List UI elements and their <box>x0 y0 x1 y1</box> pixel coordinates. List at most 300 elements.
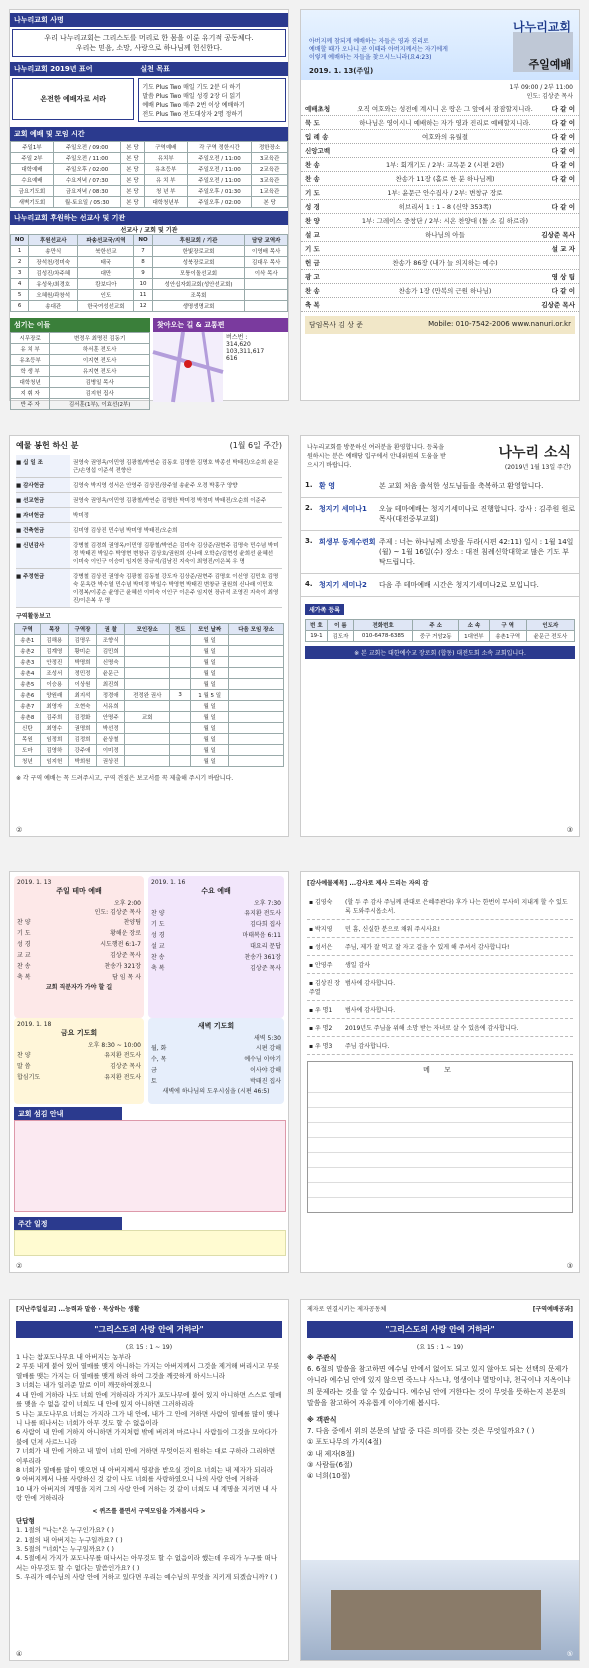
thanks-name: ▪ 안영주 <box>309 962 333 969</box>
workbook-title: "그리스도의 사랑 안에 거하라" <box>307 1321 573 1338</box>
table-row <box>11 257 288 268</box>
thanks-item <box>307 893 573 920</box>
schedule-cell: 주일오전 / 11:00 <box>187 175 252 186</box>
quiz-question: 2. 1절의 내 아버지는 누구일까요? ( ) <box>16 1535 123 1544</box>
sermon-header: [지난주일설교] ...능력과 말씀 · 묵상하는 생활 <box>16 1306 140 1313</box>
offering-row <box>16 523 282 538</box>
order-row <box>301 284 579 298</box>
option: ② 내 제자(8절) <box>307 1449 355 1458</box>
report-cell <box>229 690 284 701</box>
service-role: 합심기도 <box>17 1074 41 1081</box>
schedule-cell: 구역예배 <box>144 142 187 153</box>
news-item <box>301 498 579 531</box>
order-person: 영 상 팀 <box>551 273 575 281</box>
report-cell: 송촌5 <box>15 679 41 690</box>
service-role: 축 복 <box>17 974 31 981</box>
mission-cell: 12 <box>134 301 152 312</box>
order-item: 찬 송 <box>305 287 320 295</box>
service-role: 축 복 <box>151 965 165 972</box>
offering-category: ■ 건축헌금 <box>16 523 70 537</box>
pastor-contact: Mobile: 010-7542-2006 www.nanuri.or.kr <box>428 320 571 328</box>
staff-table <box>10 332 150 410</box>
church-logo: 나누리교회 <box>513 20 571 34</box>
order-row <box>301 270 579 284</box>
service-row <box>17 949 141 960</box>
staff-cell: 학 생 부 <box>11 366 50 377</box>
bulletin-page-3-left <box>10 872 288 1272</box>
report-cell <box>229 723 284 734</box>
schedule-cell: 각 구역 정한시간 <box>187 142 252 153</box>
report-cell <box>229 657 284 668</box>
report-cell <box>229 679 284 690</box>
schedule-cell: 주일1부 <box>11 142 54 153</box>
verse-line: 3 너희는 내가 일러준 말로 이미 깨끗하여졌으니 <box>16 1381 152 1390</box>
report-cell: 박희원 <box>68 756 96 767</box>
mission-header: 나누리교회 후원하는 선교사 및 기관 <box>10 211 288 225</box>
service-role: 말 씀 <box>17 1063 31 1070</box>
bus-line: 616 <box>226 355 238 362</box>
order-person: 다 같 이 <box>551 161 575 169</box>
weekly-schedule <box>14 1230 286 1256</box>
practice-item: 전도 Plus Two 전도대상자 2명 정하기 <box>142 111 243 118</box>
report-cell: 김정희 <box>68 734 96 745</box>
verse-line: 2 무릇 내게 붙어 있어 열매를 맺지 아니하는 가지는 아버지께서 그것을 제거해 버리시고 무릇 열매를 맺는 가지는 더 열매를 맺게 하려 하여 그것을 깨끗하게 하시느니라 <box>16 1362 280 1380</box>
report-cell: 송촌2 <box>15 646 41 657</box>
order-person: 다 같 이 <box>551 287 575 295</box>
option: ③ 사람들(6절) <box>307 1460 353 1469</box>
table-row <box>15 635 284 646</box>
service-person: 마태복음 6:11 <box>242 932 281 939</box>
mission-cell: 한국여성선교회 <box>78 301 134 312</box>
order-row <box>301 242 579 256</box>
report-cell: 김명우 <box>68 635 96 646</box>
page-number: ④ <box>16 1650 23 1658</box>
service-leader: 인도: 김상준 목사 <box>526 93 573 100</box>
order-person: 다 같 이 <box>551 105 575 113</box>
order-row <box>301 130 579 144</box>
page-number: ③ <box>566 1262 573 1270</box>
bulletin-page-4-left <box>10 1300 288 1660</box>
service-row <box>17 1060 141 1071</box>
schedule-cell: 3교육관 <box>252 153 288 164</box>
report-cell: 송촌3 <box>15 657 41 668</box>
order-person: 김상준 목사 <box>541 301 575 309</box>
report-cell: 김정화 <box>68 712 96 723</box>
practice-item: 말씀 Plus Two 매일 성경 2장 더 읽기 <box>142 93 241 100</box>
report-cell: 권명희 <box>68 723 96 734</box>
thanks-text: 범사에 감사합니다. <box>345 980 396 987</box>
section-subjective: ※ 주관식 <box>307 1354 337 1362</box>
new-family-cell: 010-6478-6385 <box>354 631 413 642</box>
verse-line: 6 사람이 내 안에 거하지 아니하면 가지처럼 밖에 버려져 마르나니 사람들이 그것을 모아다가 불에 던져 사르느니라 <box>16 1428 278 1446</box>
service-role: 수, 목 <box>151 1056 167 1063</box>
schedule-cell: 금요저녁 / 08:30 <box>53 186 120 197</box>
service-role: 기 도 <box>17 930 31 937</box>
verse-line: 4 내 안에 거하라 나도 너희 안에 거하리라 가지가 포도나무에 붙어 있지 아니하면 스스로 열매를 맺을 수 없음 같이 너희도 내 안에 있지 아니하면 그러하리라 <box>16 1390 282 1409</box>
schedule-cell: 청 년 부 <box>144 186 187 197</box>
schedule-header: 교회 예배 및 모임 시간 <box>10 127 288 141</box>
vision-box <box>12 29 286 57</box>
mission-cell: 대만 <box>78 268 134 279</box>
service-row <box>17 960 141 971</box>
staff-section <box>10 315 288 410</box>
table-row <box>15 712 284 723</box>
order-person: 다 같 이 <box>551 133 575 141</box>
report-cell <box>229 635 284 646</box>
order-item: 찬 송 <box>305 161 320 169</box>
report-cell: 이승용 <box>40 679 68 690</box>
bulletin-page-1-right <box>301 10 579 400</box>
memo-box <box>307 1061 573 1213</box>
table-row <box>11 279 288 290</box>
offering-names: 김영숙 박지영 성서은 안영주 김상진/장주열 송윤주 오경 박홍구 양향 <box>73 483 238 489</box>
service-role: 설 교 <box>151 943 165 950</box>
schedule-cell: 대학예배 <box>11 164 54 175</box>
report-cell: 도마 <box>15 745 41 756</box>
table-row <box>306 631 575 642</box>
vision-text-1: 우리 나누리교회는 그리스도를 머리로 한 몸을 이룬 유기적 공동체다. <box>44 34 254 42</box>
map-header: 찾아오는 길 & 교통편 <box>153 318 288 332</box>
staff-cell: 유 치 부 <box>11 344 50 355</box>
thanks-name: ▪ 우 명3 <box>309 1043 333 1050</box>
schedule-cell: 새벽기도회 <box>11 197 54 208</box>
table-row <box>15 657 284 668</box>
sermon-title: "그리스도의 사랑 안에 거하라" <box>16 1321 282 1338</box>
mission-cell: 인도 <box>78 290 134 301</box>
report-cell <box>125 646 170 657</box>
new-family-cell: 19-1 <box>306 631 328 642</box>
bulletin-page-3-right <box>301 872 579 1272</box>
table-row <box>11 246 288 257</box>
news-detail: 본 교회 처음 출석한 성도님들을 축복하고 환영합니다. <box>379 482 544 490</box>
news-number: 4. <box>305 580 313 588</box>
schedule-cell: 본 당 <box>121 153 145 164</box>
report-cell <box>125 679 170 690</box>
section-objective: ※ 객관식 <box>307 1415 337 1424</box>
order-detail: 찬송가 11장 (홀로 한 분 하나님께) <box>395 175 495 183</box>
report-cell: 신명숙 <box>97 657 125 668</box>
offering-category: ■ 감사헌금 <box>16 478 70 492</box>
practice-header: 실천 목표 <box>136 62 288 76</box>
weekly-header: 주간 일정 <box>14 1217 122 1231</box>
mission-cell: 한빛장로교회 <box>152 246 245 257</box>
service-person: 찬송가 321장 <box>104 963 141 970</box>
table-row <box>11 175 288 186</box>
news-number: 2. <box>305 504 313 512</box>
bulletin-page-4-right <box>301 1300 579 1660</box>
table-header: 주 소 <box>413 620 459 631</box>
report-cell: 김주희 <box>40 712 68 723</box>
report-cell: 임정희 <box>40 734 68 745</box>
news-topic: 희생부 동계수련회 <box>319 538 376 546</box>
service-person: 유지환 전도사 <box>104 1052 141 1059</box>
report-cell: 3 <box>170 690 191 701</box>
order-row <box>301 102 579 116</box>
service-row <box>151 1064 281 1075</box>
service-row <box>151 918 281 929</box>
order-item: 광 고 <box>305 273 320 281</box>
table-row <box>11 290 288 301</box>
report-cell: 김계영 <box>40 646 68 657</box>
sermon-verses <box>10 1351 288 1506</box>
report-cell <box>125 723 170 734</box>
mission-cell <box>245 301 288 312</box>
report-cell <box>229 745 284 756</box>
service-times: 1부 09:00 / 2부 11:00 <box>509 84 573 91</box>
news-detail: 다음 주 테마예배 시간은 청지기세미나2로 모입니다. <box>379 581 539 589</box>
report-cell: 송촌6 <box>15 690 41 701</box>
table-header: 모인 날짜 <box>191 624 229 635</box>
thanks-item <box>307 1037 573 1055</box>
schedule-cell: 주일오후 / 02:00 <box>53 164 120 175</box>
page-number: ③ <box>566 826 573 834</box>
table-row <box>11 377 150 388</box>
mission-cell: 4 <box>11 279 29 290</box>
offering-category: ■ 선교헌금 <box>16 493 70 507</box>
report-cell: 임지헌 <box>40 756 68 767</box>
order-item: 기 도 <box>305 245 320 253</box>
mission-cell: 생명생명교회 <box>152 301 245 312</box>
order-person: 다 같 이 <box>551 147 575 155</box>
thanks-name: ▪ 김영숙 <box>309 899 333 906</box>
offering-list <box>10 455 288 608</box>
report-cell: 송촌7 <box>15 701 41 712</box>
dawn-card: 새벽 기도회 새벽 5:30 월, 화 시편 강해 수, 목 예수님 이야기 금 이사야 강해 토 박태진 집사 새벽에 하나님의 도우시심을 (시편 46:5) <box>148 1018 284 1104</box>
offering-row <box>16 478 282 493</box>
report-cell: 최지석 <box>68 690 96 701</box>
report-cell <box>229 646 284 657</box>
workbook-header-right: [구역예배공과] <box>532 1306 573 1313</box>
table-header: 번 호 <box>306 620 328 631</box>
order-row <box>301 256 579 270</box>
table-row <box>15 690 284 701</box>
table-header: 이 름 <box>327 620 353 631</box>
report-cell: 월 일 <box>191 756 229 767</box>
service-row <box>151 940 281 951</box>
staff-cell: 대학청년 <box>11 377 50 388</box>
pastor-bar <box>305 316 575 334</box>
report-cell: 윤상철 <box>97 734 125 745</box>
order-row <box>301 228 579 242</box>
report-cell: 월 일 <box>191 701 229 712</box>
schedule-cell: 주일 2부 <box>11 153 54 164</box>
mission-cell: 태국 <box>78 257 134 268</box>
table-row <box>11 164 288 175</box>
table-row <box>15 756 284 767</box>
order-detail: 찬송가 86장 (내가 늘 의지하는 예수) <box>392 259 498 267</box>
order-item: 찬 양 <box>305 217 320 225</box>
mission-cell: 유성욱/최경호 <box>29 279 78 290</box>
schedule-cell: 본 당 <box>121 142 145 153</box>
service-row <box>17 938 141 949</box>
thanks-item <box>307 920 573 938</box>
mission-table <box>10 234 288 312</box>
order-item: 신앙고백 <box>305 147 331 155</box>
service-person: 담 임 목 사 <box>112 974 141 981</box>
mission-cell: 이삭 목사 <box>245 268 288 279</box>
report-cell: 신탄 <box>15 723 41 734</box>
service-person: 시도행전 6:1-7 <box>100 941 141 948</box>
table-header: 후원선교사 <box>29 235 78 246</box>
duty-header: 교회 섬김 안내 <box>14 1107 122 1121</box>
service-role: 찬 양 <box>17 919 31 926</box>
report-cell <box>229 734 284 745</box>
schedule-cell: 본 당 <box>121 197 145 208</box>
report-cell: 조성서 <box>40 668 68 679</box>
staff-cell: 유초등부 <box>11 355 50 366</box>
order-row <box>301 200 579 214</box>
order-item: 축 복 <box>305 301 320 309</box>
mission-cell: 성안십자회교회(성안선교회) <box>152 279 245 290</box>
bulletin-page-2-left <box>10 436 288 836</box>
report-cell: 송촌1 <box>15 635 41 646</box>
offering-names: 권영숙 권영옥/이민영 김광철/박연순 김명한 박미정 박정미 박태진/오순희 이준주 <box>73 498 267 504</box>
service-row <box>151 951 281 962</box>
news-item <box>301 574 579 597</box>
report-cell: 서유희 <box>97 701 125 712</box>
order-detail: 여호와의 유월절 <box>421 133 469 141</box>
new-family-cell: 중구 거암2동 <box>413 631 459 642</box>
report-cell <box>170 679 191 690</box>
service-person: 김다희 집사 <box>250 921 281 928</box>
table-row <box>11 355 150 366</box>
table-header: NO <box>134 235 152 246</box>
mission-cell: 장석천/정미숙 <box>29 257 78 268</box>
question-6: 6. 6절의 말씀을 참고하면 예수님 안에서 없어도 되고 있지 않아도 되는 선택의 문제가 아니라 예수님 안에 있지 않으면 죽느냐 사느냐, 영생이냐 멸망이냐, 천국이냐 지옥이냐의 문제라는 것을 알 수 있습니다. 예수님 안에 거한다는 것이 무엇을 뜻하는지 본문의 말씀을 참고하여 자유롭게 이야기해 봅시다. <box>307 1365 571 1407</box>
table-header: 전화번호 <box>354 620 413 631</box>
report-cell: 최진희 <box>97 679 125 690</box>
mission-cell: 3 <box>11 268 29 279</box>
table-header: 구 역 <box>489 620 526 631</box>
report-cell <box>170 646 191 657</box>
table-header: 구역장 <box>68 624 96 635</box>
mission-cell: 북한선교 <box>78 246 134 257</box>
report-cell: 최영자 <box>40 701 68 712</box>
schedule-cell: 주일오전 / 11:00 <box>187 164 252 175</box>
staff-cell: 지 휘 자 <box>11 388 50 399</box>
thanks-list <box>301 893 579 1055</box>
table-row <box>15 646 284 657</box>
staff-cell: 김서훈(1부), 이효선(2부) <box>50 399 150 410</box>
duty-table <box>14 1120 286 1212</box>
mission-cell: 캄보디아 <box>78 279 134 290</box>
report-cell: 전정완 권사 <box>125 690 170 701</box>
order-row <box>301 186 579 200</box>
order-detail: 하나님은 영이시니 예배하는 자가 영과 진리로 예배할지니라. <box>359 119 531 127</box>
mission-cell: 성북장로교회 <box>152 257 245 268</box>
report-cell <box>170 734 191 745</box>
verse-line: 7 너희가 내 안에 거하고 내 말이 너희 안에 거하면 무엇이든지 원하는 대로 구하라 그리하면 이루리라 <box>16 1447 276 1465</box>
table-row <box>11 344 150 355</box>
table-header: 소 속 <box>459 620 490 631</box>
offering-names: 권영숙 권영옥/이민영 김광철/박연순 김동호 김명한 김명호 박종선 박태진/오순희 윤문근/손영섭 이준석 전향산 <box>73 460 279 474</box>
thanks-item <box>307 974 573 1001</box>
mission-cell: 1 <box>11 246 29 257</box>
table-header: 모인장소 <box>125 624 170 635</box>
table-header: 후원교회 / 기관 <box>152 235 245 246</box>
news-topic: 청지기 세미나2 <box>319 581 367 589</box>
order-detail: 1부: 회개기도 / 2부: 교독문 2 (시편 2편) <box>386 161 504 169</box>
offering-row <box>16 455 282 478</box>
mission-cell: 오혜원/곽창석 <box>29 290 78 301</box>
verse-line: 1 나는 참포도나무요 내 아버지는 농부라 <box>16 1353 131 1361</box>
wednesday-title: 수요 예배 <box>201 887 231 895</box>
report-cell: 월 일 <box>191 723 229 734</box>
report-cell <box>170 657 191 668</box>
service-person: 황해운 장로 <box>110 930 141 937</box>
offering-names: 김미영 김상진 민수념 박미영 박태진/오순희 <box>73 528 178 534</box>
friday-card: 2019. 1. 18 금요 기도회 오후 8:30 ~ 10:00 찬 양 유지환 전도사 말 씀 김상준 목사 합심기도 유지환 전도사 <box>14 1018 144 1104</box>
workbook-ref: (요 15 : 1 ~ 19) <box>416 1344 464 1351</box>
table-row <box>11 197 288 208</box>
order-row <box>301 158 579 172</box>
new-family-cell: 윤문근 전도사 <box>526 631 574 642</box>
staff-cell: 이지현 전도사 <box>50 355 150 366</box>
news-list <box>301 475 579 597</box>
practice-list <box>138 78 286 122</box>
theme-text: 온전한 예배자로 서라 <box>12 78 134 120</box>
table-row <box>11 388 150 399</box>
report-cell: 강주애 <box>68 745 96 756</box>
page-number: ② <box>16 826 23 834</box>
schedule-cell: 3교육관 <box>252 175 288 186</box>
report-title: 구역활동보고 <box>16 613 51 620</box>
thanks-item <box>307 956 573 974</box>
quiz-question: 1. 1절의 "나는"은 누구인가요? ( ) <box>16 1526 114 1535</box>
page-number: ② <box>16 1262 23 1270</box>
schedule-cell: 주일오전 / 11:00 <box>187 153 252 164</box>
church-photo <box>301 1560 579 1660</box>
bus-line: 314,620 <box>226 341 251 348</box>
table-row <box>15 701 284 712</box>
report-cell: 이상원 <box>68 679 96 690</box>
schedule-cell: 2교육관 <box>252 164 288 175</box>
order-detail: 1부: 그레이스 중창단 / 2부: 시온 찬양대 (돌 소 길 하르라) <box>361 217 529 225</box>
new-family-title: 새가족 등록 <box>305 604 344 615</box>
staff-cell: 하서훈 전도사 <box>50 344 150 355</box>
schedule-cell: 유초등부 <box>144 164 187 175</box>
sunday-sermon: 교회 직분자가 가야 할 길 <box>45 984 113 991</box>
offering-date: (1월 6일 주간) <box>229 441 282 450</box>
new-family-cell: 김도자 <box>327 631 353 642</box>
table-row <box>15 723 284 734</box>
thanks-item <box>307 1019 573 1037</box>
offering-names: 강병철 김상진 권영숙 김광철 김동철 강도자 김상준/권현주 김명호 이신영 김민호 김명숙 문옥란 박수열 민수념 박미정 박일수 박영현 박태진 변창규 권원희 신나래 이민호 이정복/이종순 윤영근 윤혜선 이미숙 이인구 이은주 임지헌 장규석 조영진 지숙이 최영진/이은복 우 명 <box>73 574 279 604</box>
order-row <box>301 144 579 158</box>
new-family-cell: 송촌1구역 <box>489 631 526 642</box>
order-item: 찬 송 <box>305 175 320 183</box>
staff-cell: 반 주 자 <box>11 399 50 410</box>
news-number: 3. <box>305 537 313 545</box>
thanks-text: 생일 감사 <box>345 962 371 969</box>
service-person: 김상준 목사 <box>110 1063 141 1070</box>
report-cell: 월 일 <box>191 635 229 646</box>
service-role: 찬 양 <box>17 1052 31 1059</box>
service-person: 찬양팀 <box>123 919 141 926</box>
schedule-cell: 본 당 <box>121 175 145 186</box>
report-cell: 1 월 5 일 <box>191 690 229 701</box>
thanks-text: 주님 감사합니다. <box>345 1043 390 1050</box>
mission-cell: 조목회 <box>152 290 245 301</box>
mission-cell: 5 <box>11 290 29 301</box>
order-row <box>301 214 579 228</box>
order-person: 설 교 자 <box>551 245 575 253</box>
offering-category: ■ 십 일 조 <box>16 455 70 477</box>
sunday-theme-title: 주일 테마 예배 <box>56 887 102 895</box>
report-cell <box>170 756 191 767</box>
order-row <box>301 116 579 130</box>
table-row <box>11 186 288 197</box>
